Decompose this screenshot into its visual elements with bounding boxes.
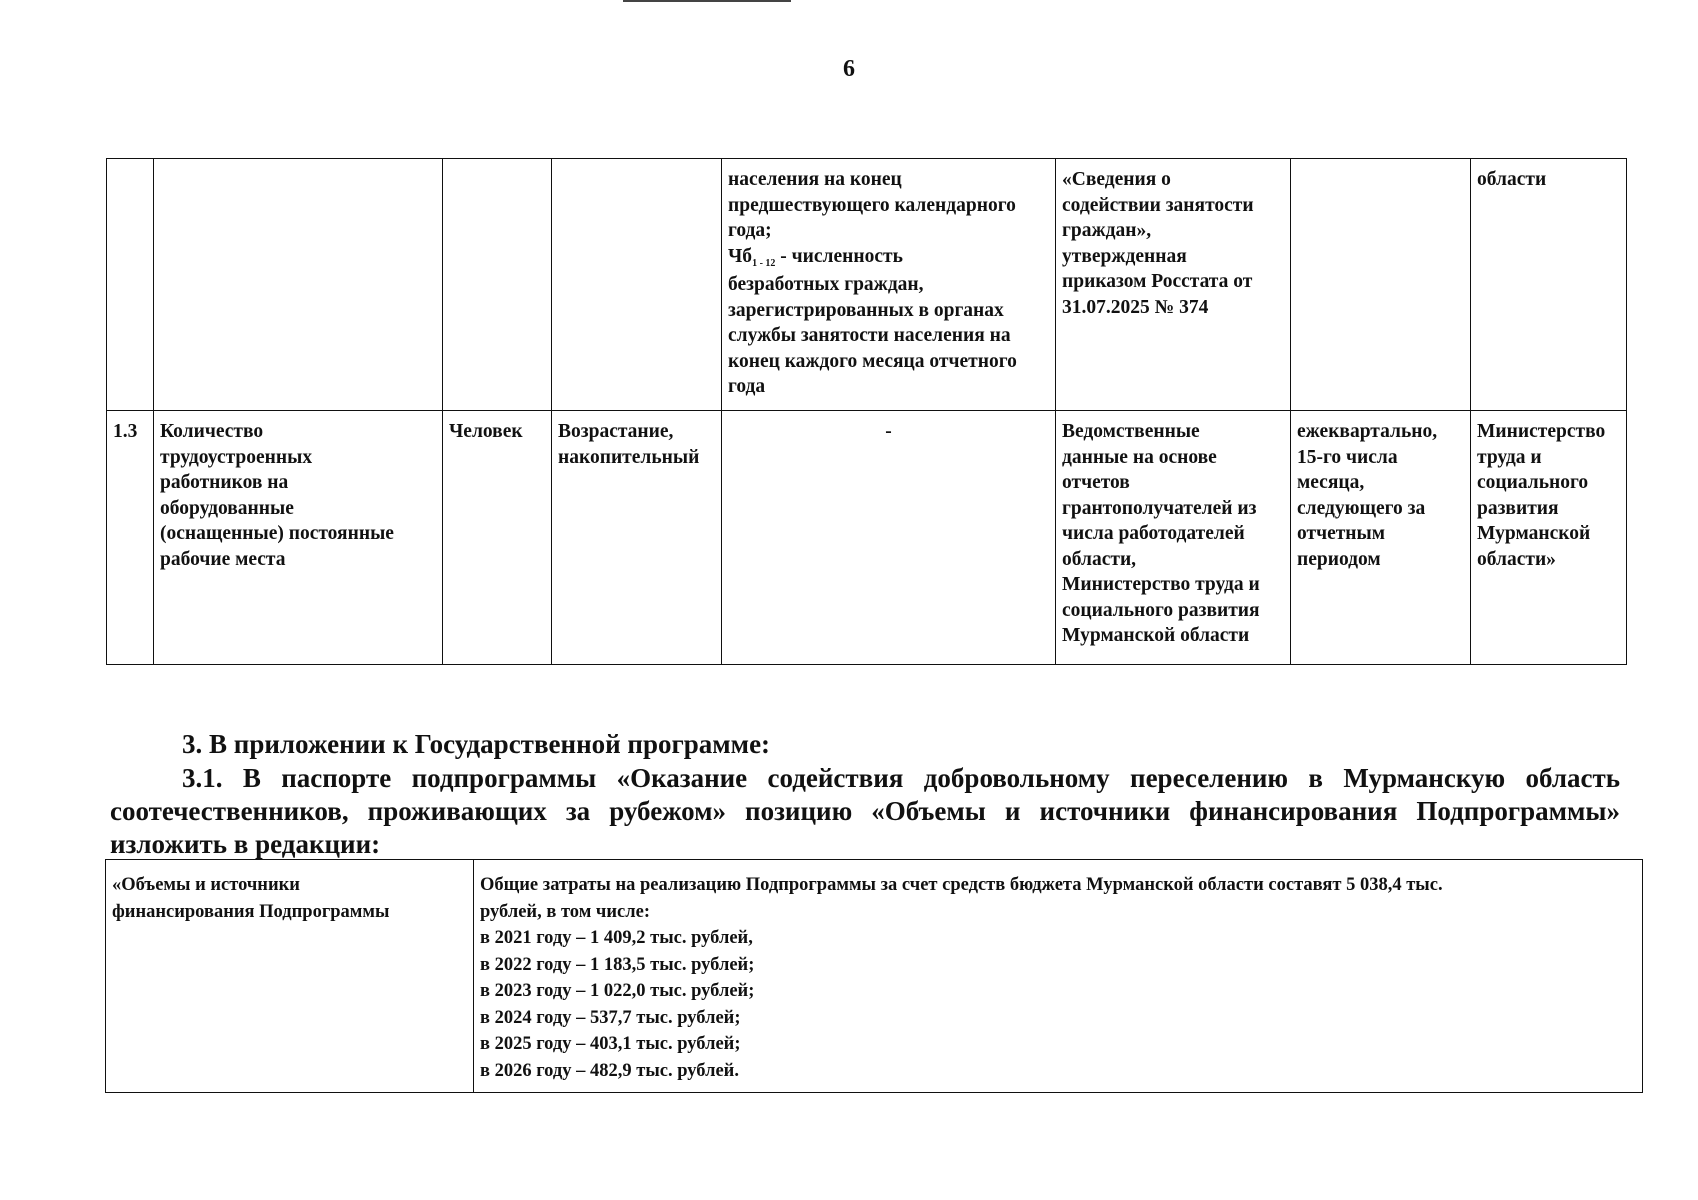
text-line: «Объемы и источники	[112, 875, 300, 895]
text-line: грантополучателей из	[1062, 497, 1257, 519]
cell-source	[1056, 411, 1291, 665]
text-line: оборудованные	[160, 497, 294, 519]
text-line: службы занятости населения на	[728, 325, 1011, 346]
cell-num: 1.3	[107, 411, 154, 665]
text-line: в 2024 году – 537,7 тыс. рублей;	[480, 1007, 741, 1028]
top-rule	[623, 0, 791, 2]
text-line: содействии занятости	[1062, 194, 1254, 216]
text-line: Мурманской	[1477, 523, 1591, 544]
cell-type	[552, 159, 722, 411]
text-line: зарегистрированных в органах	[728, 299, 1004, 321]
text-line: отчетным	[1297, 523, 1386, 544]
formula-text: - численность	[775, 245, 903, 267]
text-line: 31.07.2025 № 374	[1062, 296, 1209, 318]
text-line: 15-го числа	[1297, 446, 1398, 468]
cell-name	[154, 159, 443, 411]
text-line: в 2025 году – 403,1 тыс. рублей;	[480, 1034, 741, 1054]
text-line: конец каждого месяца отчетного	[728, 350, 1017, 372]
text-line: труда и	[1477, 446, 1542, 468]
text-line: в 2022 году – 1 183,5 тыс. рублей;	[480, 954, 755, 975]
cell-source	[1056, 159, 1291, 411]
financing-row	[106, 860, 1643, 1093]
table-row-continued	[107, 159, 1627, 411]
formula-index: 1 - 12	[752, 257, 776, 269]
text-line: месяца,	[1297, 472, 1365, 493]
text-line: области»	[1477, 548, 1556, 570]
text-line: (оснащенные) постоянные	[160, 523, 394, 544]
indicators-table	[106, 158, 1627, 665]
text-line: числа работодателей	[1062, 523, 1245, 544]
cell-timing	[1291, 159, 1471, 411]
formula-variable: Чб	[728, 245, 753, 267]
cell-unit: Человек	[443, 411, 552, 665]
text-line: утвержденная	[1062, 245, 1187, 267]
financing-label-cell	[106, 860, 474, 1093]
financing-table	[105, 859, 1643, 1093]
text-line: в 2023 году – 1 022,0 тыс. рублей;	[480, 981, 755, 1001]
text-line: «Сведения о	[1062, 169, 1171, 190]
financing-content-cell	[474, 860, 1643, 1093]
cell-unit	[443, 159, 552, 411]
text-line: Министерство труда и	[1062, 574, 1260, 595]
cell-num	[107, 159, 154, 411]
page-number: 6	[843, 56, 855, 82]
text-line: предшествующего календарного	[728, 194, 1016, 216]
text-line: Общие затраты на реализацию Подпрограммы за счет средств бюджета Мурманской области составят 5 038,4 тыс.	[480, 875, 1443, 895]
text-line: Мурманской области	[1062, 625, 1250, 646]
text-line: развития	[1477, 497, 1559, 519]
cell-timing	[1291, 411, 1471, 665]
text-line: Возрастание,	[558, 421, 674, 442]
text-line: Количество	[160, 421, 264, 442]
text-line: Ведомственные	[1062, 421, 1200, 442]
text-line: социального	[1477, 472, 1589, 493]
text-line: года;	[728, 220, 772, 241]
text-line: накопительный	[558, 446, 700, 468]
text-line: Министерство	[1477, 421, 1606, 442]
table-row-1-3	[107, 411, 1627, 665]
text-line: отчетов	[1062, 472, 1130, 493]
text-line: в 2026 году – 482,9 тыс. рублей.	[480, 1060, 739, 1081]
text-line: следующего за	[1297, 497, 1426, 519]
text-line: данные на основе	[1062, 446, 1217, 468]
text-line: рублей, в том числе:	[480, 901, 650, 922]
text-line: финансирования Подпрограммы	[112, 901, 390, 922]
cell-method: -	[722, 411, 1056, 665]
formula-line	[728, 244, 1049, 273]
text-line: в 2021 году – 1 409,2 тыс. рублей,	[480, 928, 753, 948]
cell-name	[154, 411, 443, 665]
text-line: работников на	[160, 472, 289, 493]
text-line: области,	[1062, 548, 1137, 570]
paragraph-section-3-1: 3.1. В паспорте подпрограммы «Оказание содействия добровольному переселению в Мурманскую область соотечественников, проживающих за рубежом» позицию «Объемы и источники финансирования Подпрограммы» изложить в редакции:	[110, 763, 1620, 859]
text-line: ежеквартально,	[1297, 421, 1438, 442]
cell-type	[552, 411, 722, 665]
text-line: рабочие места	[160, 548, 286, 570]
text-line: приказом Росстата от	[1062, 271, 1253, 292]
text-line: безработных граждан,	[728, 274, 924, 295]
text-line: граждан»,	[1062, 220, 1152, 241]
text-line: населения на конец	[728, 169, 902, 190]
cell-method	[722, 159, 1056, 411]
paragraph-section-3: 3. В приложении к Государственной программе:	[182, 729, 771, 759]
text-line: периодом	[1297, 548, 1381, 570]
cell-responsible	[1471, 411, 1627, 665]
text-line: трудоустроенных	[160, 446, 313, 468]
text-line: года	[728, 376, 766, 397]
text-line: социального развития	[1062, 599, 1260, 621]
cell-responsible: области	[1471, 159, 1627, 411]
